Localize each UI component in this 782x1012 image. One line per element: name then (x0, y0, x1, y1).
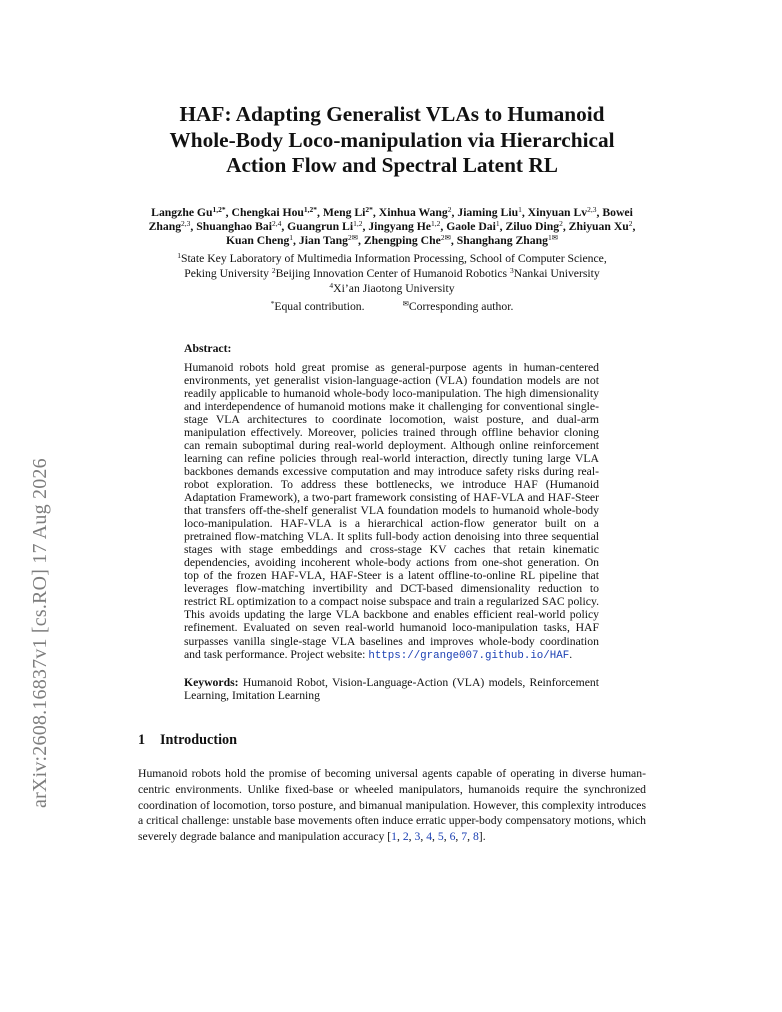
author-name: Meng Li (322, 205, 366, 219)
abstract-heading: Abstract: (184, 341, 232, 355)
author-affiliation-sup: 2,3 (181, 218, 191, 228)
intro-end: . (482, 830, 486, 844)
citation-link[interactable]: 1 (391, 830, 397, 844)
intro-paragraph: Humanoid robots hold the promise of becoming universal agents capable of operating in diverse human-centric environments. Unlike fixed-base or wheeled manipulators, humanoids require the synchronized coordination of locomotion, torso posture, and bimanual manipulation. However, this complexity introduces a critical challenge: unstable base movements often induce erratic upper-body compensatory motions, which severely degrade balance and manipulation accuracy [1, 2, 3, 4, 5, 6, 7, 8]. (138, 766, 646, 844)
author-name: Chengkai Hou (231, 205, 304, 219)
author-name: Jian Tang (298, 233, 348, 247)
corresponding-mark: ✉ (402, 298, 409, 308)
affiliation-sup: 1 (177, 251, 181, 261)
abstract-text: Humanoid robots hold great promise as general-purpose agents in human-centered environments, yet generalist vision-language-action (VLA) foundation models are not readily applicable to humanoid whole-body loco-manipulation. The high dimensionality and interdependence of humanoid motions make it challenging for conventional single-stage VLA architectures to coordinate locomotion, waist posture, and dual-arm manipulation effectively. Moreover, policies trained through offline behavior cloning can remain suboptimal during real-world deployment. Although online reinforcement learning can refine policies through real-world interaction, directly tuning large VLA backbones demands excessive computation and may introduce safety risks during real-robot exploration. To address these bottlenecks, we introduce HAF (Humanoid Adaptation Framework), a two-part framework consisting of HAF-VLA and HAF-Steer that transfers off-the-shelf generalist VLA foundation models to humanoid whole-body loco-manipulation. HAF-VLA is a hierarchical action-flow generator built on a pretrained flow-matching VLA. It splits full-body action denoising into three sequential stages with stage embeddings and cross-stage KV caches that retain kinematic dependencies, avoiding incoherent whole-body actions from one-shot generation. On top of the frozen HAF-VLA, HAF-Steer is a latent offline-to-online RL pipeline that leverages flow-matching invertibility and DCT-based dimensionality reduction to restrict RL optimization to a compact noise subspace and train a regularized SAC policy. This avoids updating the large VLA backbone and enables efficient real-world policy refinement. Evaluated on seven real-world humanoid loco-manipulation tasks, HAF surpasses vanilla single-stage VLA baselines and improves whole-body coordination and task performance. Project website: (184, 360, 599, 661)
author-affiliation-sup: 2 (559, 218, 563, 228)
title-line: Whole-Body Loco-manipulation via Hierarchical (169, 127, 615, 152)
author-name: Shuanghao Bai (196, 219, 272, 233)
title-line: Action Flow and Spectral Latent RL (226, 153, 558, 177)
affiliations (138, 252, 646, 296)
intro-text: Humanoid robots hold the promise of becoming universal agents capable of operating in diverse human-centric environments. Unlike fixed-base or wheeled manipulators, humanoids require the synchronized coordination of locomotion, torso posture, and bimanual manipulation. However, this complexity introduces a critical challenge: unstable base movements often induce erratic upper-body compensatory motions, which severely degrade balance and manipulation accuracy (138, 766, 646, 844)
author-affiliation-sup: 1 (495, 218, 500, 228)
project-website-link[interactable]: https://grange007.github.io/HAF (368, 649, 570, 662)
citation-link[interactable]: 6 (449, 830, 456, 844)
affiliation-sup: 2 (271, 265, 276, 275)
author-list: Langzhe $Gu^{1,2*}$, Chengkai Hou$^{1,2*}$, Meng $Li^{2*}$, Xinhua Wang$^2$, Jiaming Liu$^1$, Xinyuan Lv$^{2,3}$, Bowei Zhang$^{2,3}$, Shuanghao Bai$^{2,4}$, Guangrun Li$^{1,2}$, Jingyang He$^{1,2}$, Gaole Dai$^1$, Ziluo Ding$^2$, Zhiyuan Xu$^2$, Kuan Cheng$^1$, Jian Tang$^{2✉}$, Zhengping Che$^{2✉}$, Shanghang Zhang$^{1✉}$ (148, 204, 636, 247)
keywords (184, 676, 599, 702)
author-name: Xinyuan Lv (527, 205, 588, 219)
author-affiliation-sup: 2 (628, 218, 633, 228)
affiliation-sup: 4 (329, 280, 334, 290)
author-affiliation-sup: 2✉ (440, 232, 451, 242)
section-title: Introduction (160, 731, 237, 748)
corresponding-author-note: Corresponding author. (408, 299, 514, 313)
citation-link[interactable]: 2 (402, 830, 409, 844)
author-name: Jiaming Liu (457, 205, 519, 219)
author-name: Jingyang He (368, 219, 431, 233)
author-affiliation-sup: 2,4 (271, 218, 282, 228)
abstract-body (184, 361, 599, 663)
citation-link[interactable]: 3 (414, 830, 421, 844)
citation-link[interactable]: 7 (461, 830, 468, 844)
author-affiliation-sup: 2,3 (587, 204, 597, 214)
author-name: Gaole Dai (446, 219, 496, 233)
paper-title (138, 102, 646, 179)
affiliation-text: Beijing Innovation Center of Humanoid Robotics (275, 266, 510, 280)
author-affiliation-sup: 1,2* (212, 204, 226, 214)
author-affiliation-sup: 2✉ (347, 232, 358, 242)
citation-link[interactable]: 8 (472, 830, 479, 844)
author-name: Zhengping Che (363, 233, 441, 247)
affiliation-text: Peking University (184, 266, 272, 280)
citation-link[interactable]: 5 (437, 830, 444, 844)
affiliation-text: State Key Laboratory of Multimedia Information Processing, School of Computer Science, (180, 252, 607, 266)
arxiv-identifier: arXiv:2608.16837v1 [cs.RO] 17 Aug 2026 (29, 458, 51, 808)
author-name: Bowei Zhang (148, 205, 633, 233)
affiliation-sup: 3 (510, 265, 514, 275)
author-affiliation-sup: 2* (365, 204, 373, 214)
author-affiliation-sup: 1,2 (431, 218, 441, 228)
author-affiliation-sup: 1✉ (547, 232, 559, 242)
author-affiliation-sup: 1,2 (353, 218, 363, 228)
author-name: Ziluo Ding (505, 219, 560, 233)
citation-link[interactable]: 4 (426, 830, 433, 844)
section-heading (138, 732, 646, 749)
affiliation-text: Nankai University (513, 266, 600, 280)
author-affiliation-sup: 1 (518, 204, 522, 214)
paper-page (138, 102, 646, 845)
author-name: Shanghang Zhang (456, 233, 548, 247)
title-line: HAF: Adapting Generalist VLAs to Humanoid (179, 102, 605, 126)
author-name: Guangrun Li (287, 219, 354, 233)
affiliation-text: Xi’an Jiaotong University (333, 281, 455, 295)
author-affiliation-sup: 1,2* (303, 204, 318, 214)
keywords-label: Keywords: (184, 675, 239, 689)
equal-contribution-note: Equal contribution. (274, 299, 365, 313)
section-number: 1 (138, 731, 146, 748)
keywords-text: Humanoid Robot, Vision-Language-Action (VLA) models, Reinforcement Learning, Imitation Learning (184, 675, 599, 702)
author-affiliation-sup: 2 (447, 204, 452, 214)
abstract (184, 342, 599, 702)
author-name: Xinhua Wang (378, 205, 448, 219)
author-affiliation-sup: 1 (289, 232, 294, 242)
equal-contribution-mark: * (270, 298, 275, 308)
author-notes (138, 300, 646, 314)
author-name: Kuan Cheng (225, 233, 290, 247)
abstract-end: . (569, 647, 573, 661)
author-name: Zhiyuan Xu (568, 219, 629, 233)
author-name: Langzhe Gu (151, 205, 213, 219)
